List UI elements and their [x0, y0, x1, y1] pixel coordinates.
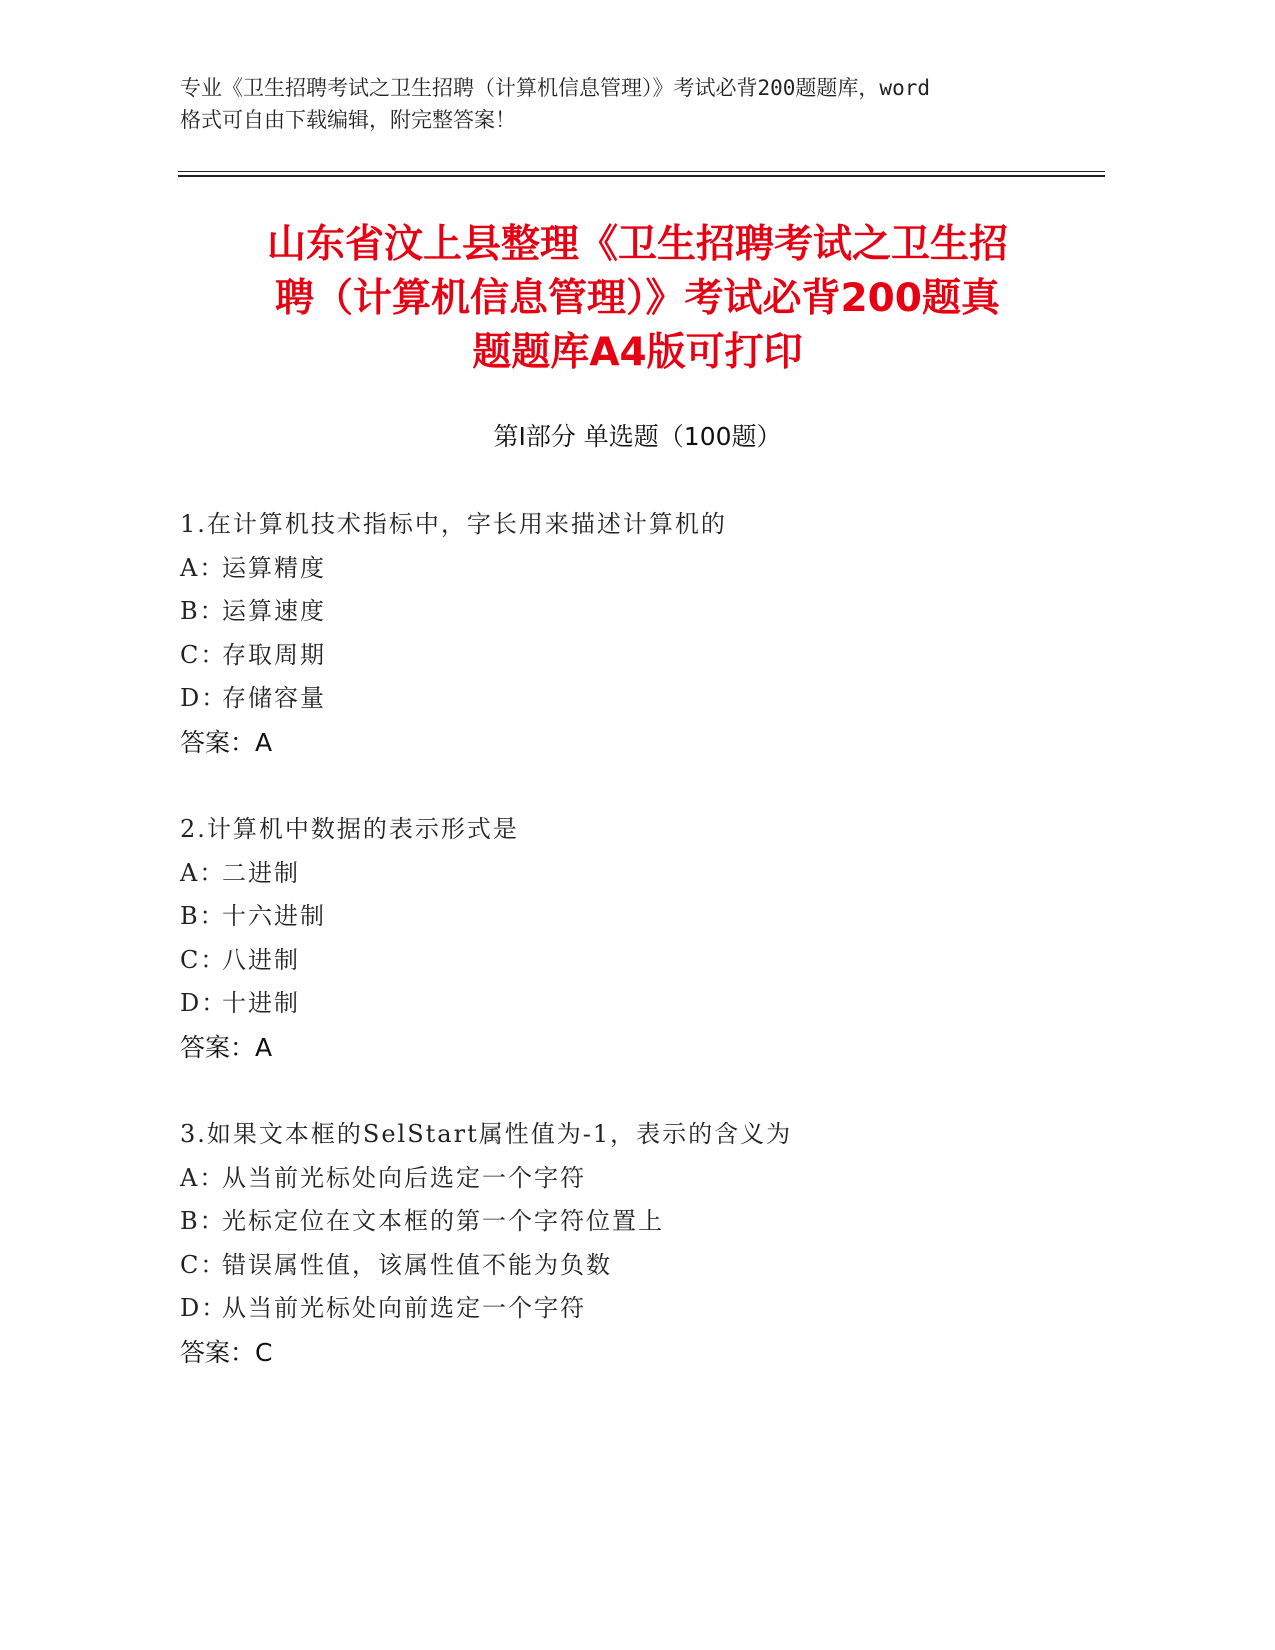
option-text: 从当前光标处向前选定一个字符	[222, 1294, 586, 1322]
option-key: A：	[180, 858, 226, 887]
option-key: B：	[180, 902, 226, 930]
option-row	[180, 547, 1120, 591]
question-stem: 1.在计算机技术指标中，字长用来描述计算机的	[180, 510, 727, 538]
option-key: C：	[180, 640, 227, 669]
header-divider-thin	[178, 171, 1105, 172]
option-text: 光标定位在文本框的第一个字符位置上	[222, 1207, 664, 1235]
option-text: 八进制	[222, 945, 300, 974]
option-text: 运算精度	[222, 553, 326, 582]
option-row	[180, 939, 1120, 983]
option-row	[180, 634, 1120, 678]
option-row	[180, 852, 1120, 896]
option-row	[180, 895, 1120, 939]
option-text: 运算速度	[222, 597, 326, 625]
option-key: B：	[180, 597, 226, 625]
document-title	[150, 218, 1125, 380]
option-row	[180, 1200, 1120, 1244]
option-row	[180, 677, 1120, 721]
option-row	[180, 1287, 1120, 1331]
question-item	[180, 1113, 1120, 1374]
header-note	[180, 72, 1080, 136]
document-title-line: 山东省汶上县整理《卫生招聘考试之卫生招	[266, 222, 1008, 267]
option-text: 错误属性值，该属性值不能为负数	[222, 1250, 612, 1279]
answer-line: 答案：A	[180, 727, 273, 757]
option-key: C：	[180, 1250, 227, 1279]
answer-line: 答案：C	[180, 1337, 273, 1367]
header-note-line: 格式可自由下载编辑，附完整答案！	[180, 108, 516, 132]
option-key: C：	[180, 945, 227, 974]
option-row	[180, 982, 1120, 1026]
option-text: 存储容量	[222, 684, 326, 712]
option-text: 从当前光标处向后选定一个字符	[222, 1163, 586, 1192]
question-item	[180, 503, 1120, 764]
option-row	[180, 590, 1120, 634]
question-stem: 2.计算机中数据的表示形式是	[180, 815, 519, 843]
option-key: A：	[180, 1163, 226, 1192]
answer-line: 答案：A	[180, 1032, 273, 1062]
option-text: 二进制	[222, 858, 300, 887]
option-key: D：	[180, 1294, 228, 1322]
option-text: 十六进制	[222, 902, 326, 930]
option-row	[180, 1157, 1120, 1201]
question-stem: 3.如果文本框的SelStart属性值为-1，表示的含义为	[180, 1120, 793, 1148]
option-text: 存取周期	[222, 640, 326, 669]
header-divider-thick	[178, 175, 1105, 177]
option-key: D：	[180, 684, 228, 712]
option-key: B：	[180, 1207, 226, 1235]
option-key: D：	[180, 989, 228, 1017]
section-heading: 第Ⅰ部分 单选题（100题）	[493, 422, 782, 451]
option-text: 十进制	[222, 989, 300, 1017]
option-row	[180, 1244, 1120, 1288]
question-item	[180, 808, 1120, 1069]
document-title-line: 聘（计算机信息管理）》考试必背200题真	[275, 276, 1000, 321]
option-key: A：	[180, 553, 226, 582]
document-title-line: 题题库A4版可打印	[472, 330, 803, 375]
header-note-line: 专业《卫生招聘考试之卫生招聘（计算机信息管理）》考试必背200题题库，word	[180, 76, 930, 100]
